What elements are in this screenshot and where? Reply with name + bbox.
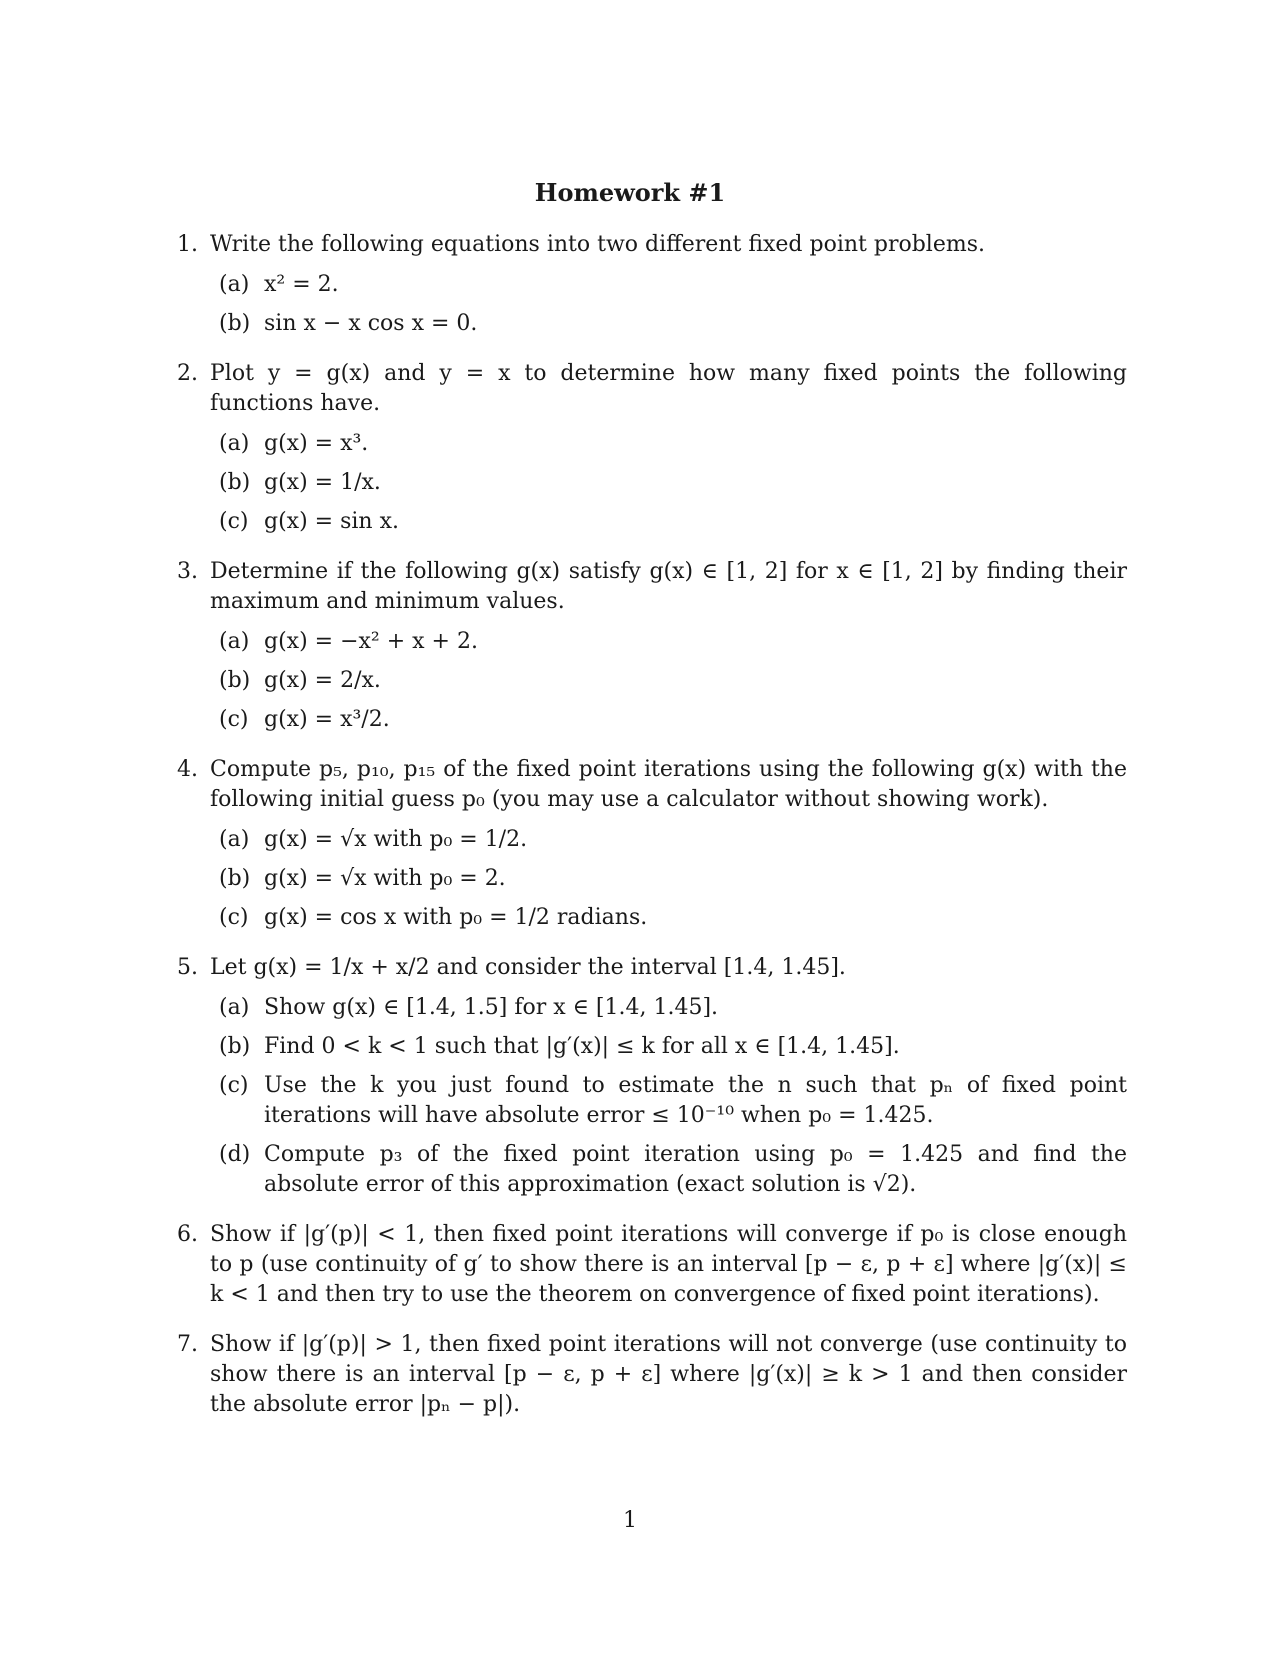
subpart-text: g(x) = 1/x. xyxy=(264,470,381,495)
subpart-text: g(x) = √x with p₀ = 1/2. xyxy=(264,827,528,852)
problem-list xyxy=(177,230,1134,1440)
subpart xyxy=(219,864,1127,894)
subpart xyxy=(219,1071,1134,1131)
problem-text: Show if |g′(p)| < 1, then fixed point iterations will converge if p₀ is close enough to p (use continuity of g′ to show there is an interval [p − ε, p + ε] where |g′(x)| ≤ k < 1 and then try to use the theorem on convergence of fixed point iterations). xyxy=(210,1222,1134,1307)
problem-text: Compute p₅, p₁₀, p₁₅ of the fixed point iterations using the following g(x) with the following initial guess p₀ (you may use a calculator without showing work). xyxy=(210,757,1134,812)
subpart-label: (d) xyxy=(219,1142,251,1167)
subpart-text: g(x) = cos x with p₀ = 1/2 radians. xyxy=(264,905,648,930)
subpart xyxy=(219,993,1127,1023)
subpart xyxy=(219,825,1127,855)
subpart-text: g(x) = 2/x. xyxy=(264,668,381,693)
problem-2 xyxy=(177,359,1134,537)
problem-number: 1. xyxy=(177,232,198,257)
subpart-label: (a) xyxy=(219,272,250,297)
problem-4 xyxy=(177,755,1134,933)
subpart-label: (b) xyxy=(219,668,251,693)
problem-number: 5. xyxy=(177,955,198,980)
subpart-text: Compute p₃ of the fixed point iteration using p₀ = 1.425 and find the absolute error of this approximation (exact solution is √2). xyxy=(264,1142,1134,1197)
subpart-list xyxy=(219,429,1127,537)
problem-number: 6. xyxy=(177,1222,198,1247)
problem-1 xyxy=(177,230,1127,339)
problem-text: Show if |g′(p)| > 1, then fixed point iterations will not converge (use continuity to show there is an interval [p − ε, p + ε] where |g′(x)| ≥ k > 1 and then consider the absolute error |pₙ − p|). xyxy=(210,1332,1134,1417)
subpart-label: (a) xyxy=(219,827,250,852)
problem-number: 2. xyxy=(177,361,198,386)
subpart-label: (c) xyxy=(219,707,249,732)
subpart xyxy=(219,429,1127,459)
subpart-label: (c) xyxy=(219,509,249,534)
subpart xyxy=(219,1032,1127,1062)
problem-6 xyxy=(177,1220,1134,1310)
subpart-label: (a) xyxy=(219,629,250,654)
subpart-label: (b) xyxy=(219,1034,251,1059)
subpart-list xyxy=(219,270,1127,339)
problem-text: Write the following equations into two different fixed point problems. xyxy=(210,232,986,257)
subpart xyxy=(219,507,1127,537)
problem-7 xyxy=(177,1330,1134,1420)
subpart xyxy=(219,666,1127,696)
subpart xyxy=(219,1140,1134,1200)
problem-5 xyxy=(177,953,1134,1200)
page-number: 1 xyxy=(623,1508,637,1533)
subpart-label: (c) xyxy=(219,1073,249,1098)
subpart-text: Use the k you just found to estimate the n such that pₙ of fixed point iterations will have absolute error ≤ 10⁻¹⁰ when p₀ = 1.425. xyxy=(264,1073,1134,1128)
subpart-list xyxy=(219,627,1127,735)
subpart-list xyxy=(219,825,1127,933)
subpart-text: g(x) = x³/2. xyxy=(264,707,390,732)
problem-text: Let g(x) = 1/x + x/2 and consider the interval [1.4, 1.45]. xyxy=(210,955,846,980)
subpart-text: x² = 2. xyxy=(264,272,339,297)
page-title: Homework #1 xyxy=(534,178,726,207)
subpart xyxy=(219,270,1127,300)
subpart-text: sin x − x cos x = 0. xyxy=(264,311,478,336)
subpart xyxy=(219,903,1127,933)
subpart-label: (b) xyxy=(219,470,251,495)
problem-number: 4. xyxy=(177,757,198,782)
subpart-text: Find 0 < k < 1 such that |g′(x)| ≤ k for all x ∈ [1.4, 1.45]. xyxy=(264,1034,900,1059)
subpart-list xyxy=(219,993,1134,1200)
subpart-label: (b) xyxy=(219,866,251,891)
subpart xyxy=(219,309,1127,339)
subpart-text: g(x) = √x with p₀ = 2. xyxy=(264,866,506,891)
subpart xyxy=(219,468,1127,498)
subpart-label: (a) xyxy=(219,431,250,456)
subpart-text: g(x) = −x² + x + 2. xyxy=(264,629,478,654)
subpart-text: g(x) = x³. xyxy=(264,431,369,456)
problem-3 xyxy=(177,557,1134,735)
subpart xyxy=(219,627,1127,657)
problem-number: 7. xyxy=(177,1332,198,1357)
subpart xyxy=(219,705,1127,735)
subpart-label: (b) xyxy=(219,311,251,336)
problem-text: Plot y = g(x) and y = x to determine how many fixed points the following functions have. xyxy=(210,361,1134,416)
subpart-text: Show g(x) ∈ [1.4, 1.5] for x ∈ [1.4, 1.45]. xyxy=(264,995,719,1020)
subpart-label: (c) xyxy=(219,905,249,930)
subpart-label: (a) xyxy=(219,995,250,1020)
subpart-text: g(x) = sin x. xyxy=(264,509,399,534)
problem-number: 3. xyxy=(177,559,198,584)
problem-text: Determine if the following g(x) satisfy g(x) ∈ [1, 2] for x ∈ [1, 2] by finding their maximum and minimum values. xyxy=(210,559,1134,614)
